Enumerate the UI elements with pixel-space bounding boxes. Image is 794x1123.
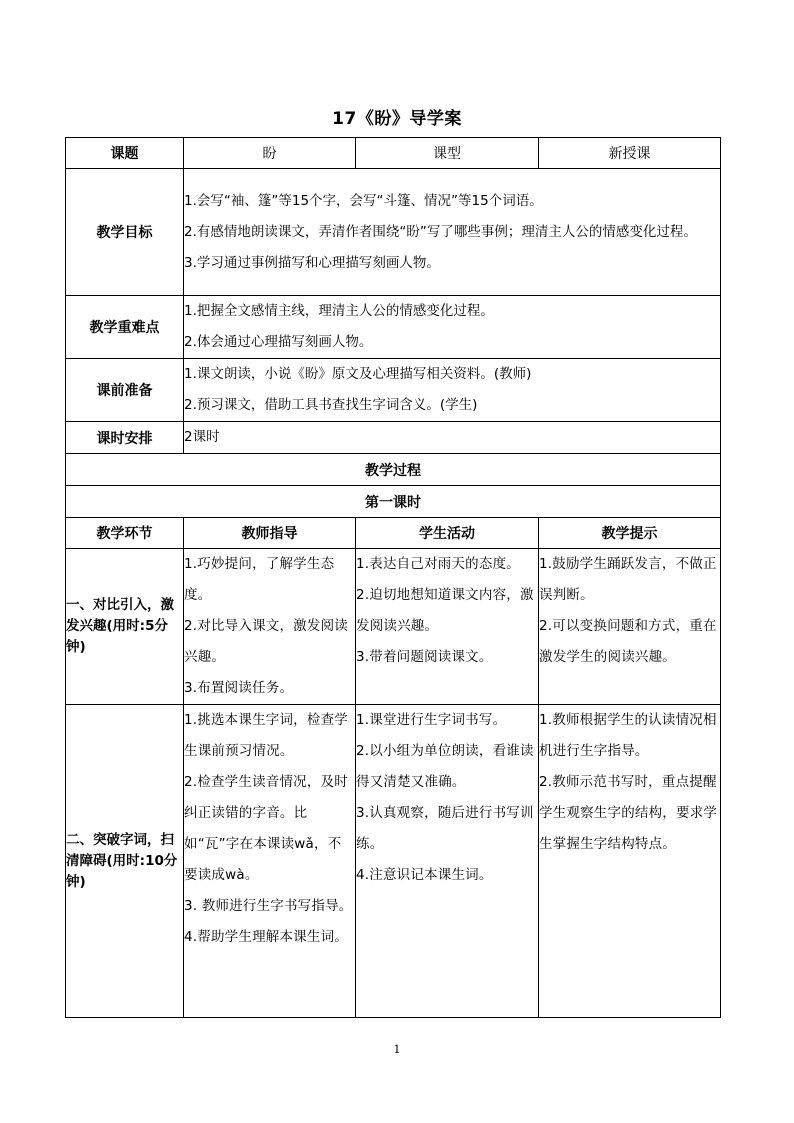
stage-name: 二、突破字词，扫清障碍(用时:10分钟) <box>66 705 184 1018</box>
preparation-item: 1.课文朗读，小说《盼》原文及心理描写相关资料。(教师) <box>184 366 532 382</box>
lesson-title: 第一课时 <box>66 486 721 518</box>
tip-item: 1.教师根据学生的认读情况相机进行生字指导。 <box>539 712 717 759</box>
goals-label: 教学目标 <box>66 169 184 296</box>
teacher-item: 2.对比导入课文，激发阅读兴趣。 <box>184 618 348 665</box>
student-activity <box>356 705 539 1018</box>
student-item: 3.带着问题阅读课文。 <box>356 649 493 665</box>
goals-content <box>184 169 721 296</box>
tip-item: 2.教师示范书写时，重点提醒学生观察生字的结构，要求学生掌握生字结构特点。 <box>539 774 718 852</box>
key-point-item: 2.体会通过心理描写刻画人物。 <box>184 334 373 350</box>
teacher-guidance <box>184 705 356 1018</box>
key-points-content <box>184 296 721 359</box>
lesson-title-row <box>66 486 721 518</box>
preparation-row <box>66 359 721 422</box>
student-item: 4.注意识记本课生词。 <box>356 867 493 883</box>
lesson-plan-table <box>65 137 721 1018</box>
preparation-item: 2.预习课文，借助工具书查找生字词含义。(学生) <box>184 397 478 413</box>
student-item: 3.认真观察，随后进行书写训练。 <box>356 805 534 852</box>
type-label: 课型 <box>356 138 539 169</box>
stage-name: 一、对比引入，激发兴趣(用时:5分钟) <box>66 549 184 705</box>
page-title: 17《盼》导学案 <box>332 109 462 129</box>
stage-row <box>66 705 721 1018</box>
column-header-row <box>66 518 721 549</box>
student-item: 2.以小组为单位朗读，看谁读得又清楚又准确。 <box>356 743 534 790</box>
column-header: 学生活动 <box>356 518 539 549</box>
teacher-item: 4.帮助学生理解本课生词。 <box>184 929 348 945</box>
goal-item: 3.学习通过事例描写和心理描写刻画人物。 <box>184 254 440 271</box>
process-title-row <box>66 454 721 486</box>
key-point-item: 1.把握全文感情主线，理清主人公的情感变化过程。 <box>184 303 494 319</box>
tip-item: 2.可以变换问题和方式，重在激发学生的阅读兴趣。 <box>539 618 717 665</box>
page-number: 1 <box>393 1043 401 1056</box>
topic-row <box>66 138 721 169</box>
teaching-tips <box>539 705 721 1018</box>
student-item: 1.课堂进行生字词书写。 <box>356 712 507 728</box>
goal-item: 1.会写“袖、篷”等15个字，会写“斗篷、情况”等15个词语。 <box>184 192 543 209</box>
preparation-label: 课前准备 <box>66 359 184 422</box>
teaching-tips <box>539 549 721 705</box>
schedule-value: 2课时 <box>184 422 721 454</box>
schedule-label: 课时安排 <box>66 422 184 454</box>
tip-item: 1.鼓励学生踊跃发言，不做正误判断。 <box>539 556 717 603</box>
topic-value: 盼 <box>184 138 356 169</box>
key-points-label: 教学重难点 <box>66 296 184 359</box>
stage-row <box>66 549 721 705</box>
column-header: 教学环节 <box>66 518 184 549</box>
teacher-item: 1.巧妙提问，了解学生态度。 <box>184 556 335 603</box>
process-title: 教学过程 <box>66 454 721 486</box>
student-item: 1.表达自己对雨天的态度。 <box>356 556 520 572</box>
student-activity <box>356 549 539 705</box>
teacher-item: 1.挑选本课生字词，检查学生课前预习情况。 <box>184 712 348 759</box>
column-header: 教师指导 <box>184 518 356 549</box>
teacher-item: 3.布置阅读任务。 <box>184 680 294 696</box>
teacher-item: 2.检查学生读音情况，及时纠正读错的字音。比如“瓦”字在本课读wǎ，不要读成wà。 <box>184 774 348 883</box>
schedule-row <box>66 422 721 454</box>
preparation-content <box>184 359 721 422</box>
goal-item: 2.有感情地朗读课文，弄清作者围绕“盼”写了哪些事例；理清主人公的情感变化过程。 <box>184 223 697 240</box>
key-points-row <box>66 296 721 359</box>
column-header: 教学提示 <box>539 518 721 549</box>
topic-label: 课题 <box>66 138 184 169</box>
teacher-item: 3. 教师进行生字书写指导。 <box>184 898 353 914</box>
goals-row <box>66 169 721 296</box>
teacher-guidance <box>184 549 356 705</box>
type-value: 新授课 <box>539 138 721 169</box>
student-item: 2.迫切地想知道课文内容，激发阅读兴趣。 <box>356 587 534 634</box>
